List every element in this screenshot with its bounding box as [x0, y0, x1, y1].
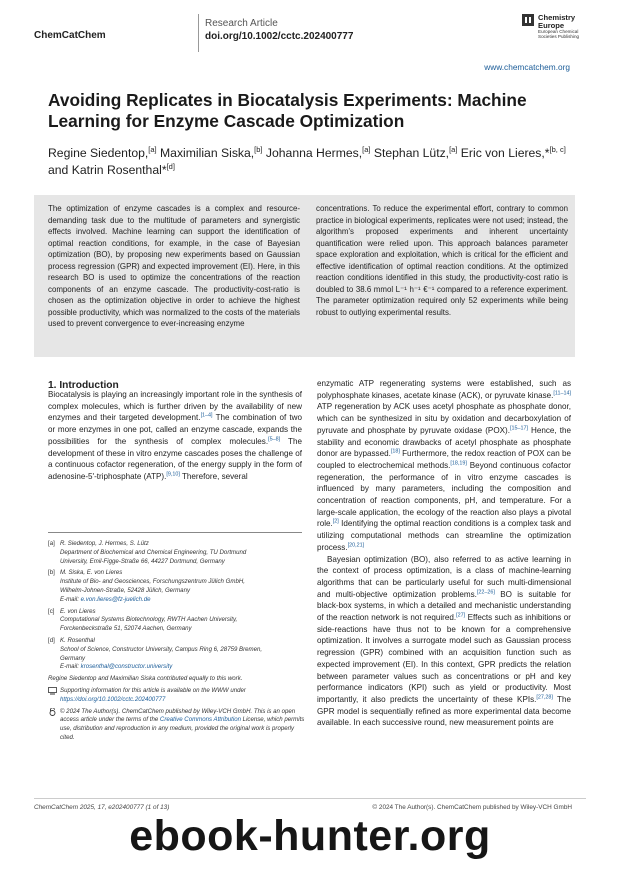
equal-contribution-note: Regine Siedentop and Maximilian Siska contributed equally to this work.	[48, 675, 243, 683]
doi-link[interactable]: doi.org/10.1002/cctc.202400777	[205, 31, 354, 42]
chemistry-europe-mark-icon	[522, 14, 534, 26]
affiliation-d: [d] K. Rosenthal School of Science, Constructor University, Campus Ring 6, 28759 Bremen, Germany E-mail: krosenthal@constructor.university	[48, 636, 263, 671]
article-title: Avoiding Replicates in Biocatalysis Experiments: Machine Learning for Enzyme Cascade Optimization	[48, 90, 527, 131]
author-list	[48, 145, 568, 178]
affiliation-b: [b] M. Siska, E. von Lieres Institute of Bio- and Geosciences, Forschungszentrum Jülich GmbH, Wilhelm-Johnen-Straße, 52428 Jülich, Germany E-mail: e.von.lieres@fz-juelich.de	[48, 569, 245, 603]
body-paragraph: Bayesian optimization (BO), also referred to as active learning in the context of process optimization, is a class of machine-learning algorithms that can be particularly useful for such multi-dimensional and multi-objective optimization problems.[22–26] BO is suitable for black-box systems, in which a detailed and mechanistic understanding of the reaction network is not required.[27] Effects such as inhibitions or side-reactions have thus not to be known for a comprehensive optimization. It involves a surrogate model such as Gaussian process regression (GPR) combined with an acquisition function such as expected improvement (EI). In this context, GPR predicts the relation between parameter values such as concentrations or pH and key performance indicators (KPI) such as yield or productivity. Most importantly, it also predicts the uncertainty of these KPIs.[27,28] The GPR model is sequentially refined as more experimental data become available. In each successive round, new measurement points are	[317, 554, 571, 728]
citation-link[interactable]: [27,28]	[536, 694, 553, 701]
author-affiliation: [d]	[166, 161, 175, 171]
author-affiliation: [a]	[449, 144, 458, 154]
citation-link[interactable]: [18]	[390, 448, 400, 455]
author-affiliation: [b, c]	[549, 144, 566, 154]
author[interactable]: Eric von Lieres,*	[460, 146, 550, 160]
citation-link[interactable]: [18,19]	[450, 460, 467, 467]
affiliation-a: [a] R. Siedentop, J. Hermes, S. Lütz Department of Biochemical and Chemical Engineering, TU Dortmund University, Emil-Figge-Straße 66, 44227 Dortmund, Germany	[48, 540, 247, 565]
section-heading: 1. Introduction	[48, 380, 119, 391]
citation-link[interactable]: [5–8]	[268, 436, 281, 443]
logo-text: Chemistry Europe	[538, 13, 576, 30]
footer-citation: ChemCatChem 2025, 17, e202400777 (1 of 13)	[34, 804, 170, 811]
body-paragraph: enzymatic ATP regenerating systems were established, such as polyphosphate kinases, acetate kinase (ACK), or pyruvate kinase.[11–14] ATP regeneration by ACK uses acetyl phosphate as phosphate donor, which can be synthesized in situ by oxidation and decarboxylation of pyruvate and phosphate by pyruvate oxidase (POX).[15–17] Hence, the stability and economic drawbacks of acetyl phosphate as phosphate donor are bypassed.[18] Furthermore, the redox reaction of POX can be coupled to electrochemical methods.[18,19] Beyond continuous cofactor regeneration, the performance of in vitro enzyme cascades is influenced by many parameters, including the composition and concentration of reaction components, pH, and temperature. For a large-scale application, the ecology of the reaction also plays a pivotal role.[2] Identifying the optimal reaction conditions is a complex task and utilizing computational methods can streamline the optimization process.[20,21]	[317, 379, 572, 552]
supporting-info-link[interactable]: https://doi.org/10.1002/cctc.202400777	[60, 695, 166, 703]
body-right-column	[317, 378, 571, 729]
supporting-info-note: Supporting information for this article is available on the WWW under https://doi.org/10.1002/cctc.202400777	[48, 687, 306, 705]
abstract-right-column: concentrations. To reduce the experimental effort, contrary to common practice in biological experiments, replicates were not used; instead, the algorithm's proposed experiments and inherent uncertainty quantification were relied upon. This approach balances parameter space exploration and exploitation, which is critical for the efficient and effective identification of optimal reaction conditions. At the optimized reaction conditions identified in this study, the productivity-cost ratio is doubled to 38.6 mmol L⁻¹ h⁻¹ €⁻¹ compared to a reference experiment. The parameter optimization required only 52 experiments while being robust to outlying experimental results.	[316, 204, 568, 317]
citation-link[interactable]: [1–4]	[200, 412, 213, 419]
intro-paragraph: Biocatalysis is playing an increasingly important role in the synthesis of complex molecules, which is further driven by the availability of new enzymes and their targeted development.[1–4] The combination of two or more enzymes in one pot, called an enzyme cascade, expands the possibilities for the synthesis of complex molecules.[5–8] The development of these in vitro enzyme cascades poses the challenge of a continuous cofactor regeneration, of the energy supply in the form of adenosine-5'-triphosphate (ATP).[9,10] Therefore, several	[48, 390, 302, 481]
journal-website-link[interactable]: www.chemcatchem.org	[484, 62, 570, 72]
email-link[interactable]: e.von.lieres@fz-juelich.de	[80, 595, 151, 603]
email-link[interactable]: krosenthal@constructor.university	[80, 663, 173, 671]
logo-subtitle: European Chemical Societies Publishing	[538, 29, 580, 39]
author[interactable]: Regine Siedentop,	[48, 146, 149, 160]
footer-copyright: © 2024 The Author(s). ChemCatChem published by Wiley-VCH GmbH	[372, 804, 572, 811]
abstract-box	[34, 195, 575, 357]
affiliation-notes	[48, 540, 306, 746]
citation-link[interactable]: [22–26]	[476, 588, 495, 595]
body-left-column	[48, 389, 302, 483]
citation-link[interactable]: [20,21]	[347, 542, 365, 549]
citation-link[interactable]: [15–17]	[509, 425, 528, 432]
header-divider	[198, 14, 199, 52]
author-affiliation: [a]	[148, 144, 157, 154]
author[interactable]: Maximilian Siska,	[160, 146, 255, 160]
footer-divider	[34, 798, 586, 799]
journal-name: ChemCatChem	[34, 30, 106, 41]
open-access-icon	[48, 708, 57, 716]
computer-icon	[48, 687, 57, 695]
citation-link[interactable]: [2]	[332, 518, 339, 525]
citation-link[interactable]: [11–14]	[553, 390, 571, 397]
citation-link[interactable]: [27]	[456, 612, 466, 619]
license-note: © 2024 The Author(s). ChemCatChem published by Wiley-VCH GmbH. This is an open access article under the terms of the Creative Commons Attribution License, which permits use, distribution and reproduction in any medium, provided the original work is properly cited.	[48, 708, 306, 743]
watermark-text: ebook-hunter.org	[129, 812, 491, 860]
author[interactable]: and Katrin Rosenthal*	[48, 162, 167, 177]
article-type: Research Article	[205, 18, 278, 29]
author[interactable]: Johanna Hermes,	[265, 146, 363, 160]
author-affiliation: [a]	[362, 144, 371, 154]
abstract-left-column: The optimization of enzyme cascades is a complex and resource-demanding task due to the multitude of parameters and synergistic effects involved. Machine learning can support the identification of optimal reaction conditions, for example, in the case of Bayesian optimization (BO), by proposing new experiments based on Gaussian process regression (GPR) and expected improvement (EI). Here, in this research BO is used to optimize the concentrations of the reaction components of an enzyme cascade. The productivity-cost-ratio is chosen as the optimization objective in order to achieve the highest possible productivity, which was normalized to the costs of the materials used to prevent convergence to ever-increasing enzyme	[48, 204, 300, 328]
author[interactable]: Stephan Lütz,	[373, 146, 450, 160]
citation-link[interactable]: [9,10]	[166, 471, 180, 478]
affiliation-c: [c] E. von Lieres Computational Systems Biotechnology, RWTH Aachen University, Forckenbeckstraße 51, 52074 Aachen, Germany	[48, 607, 238, 633]
footnote-divider	[48, 532, 302, 533]
author-affiliation: [b]	[254, 144, 263, 154]
license-link[interactable]: Creative Commons Attribution	[159, 716, 241, 724]
